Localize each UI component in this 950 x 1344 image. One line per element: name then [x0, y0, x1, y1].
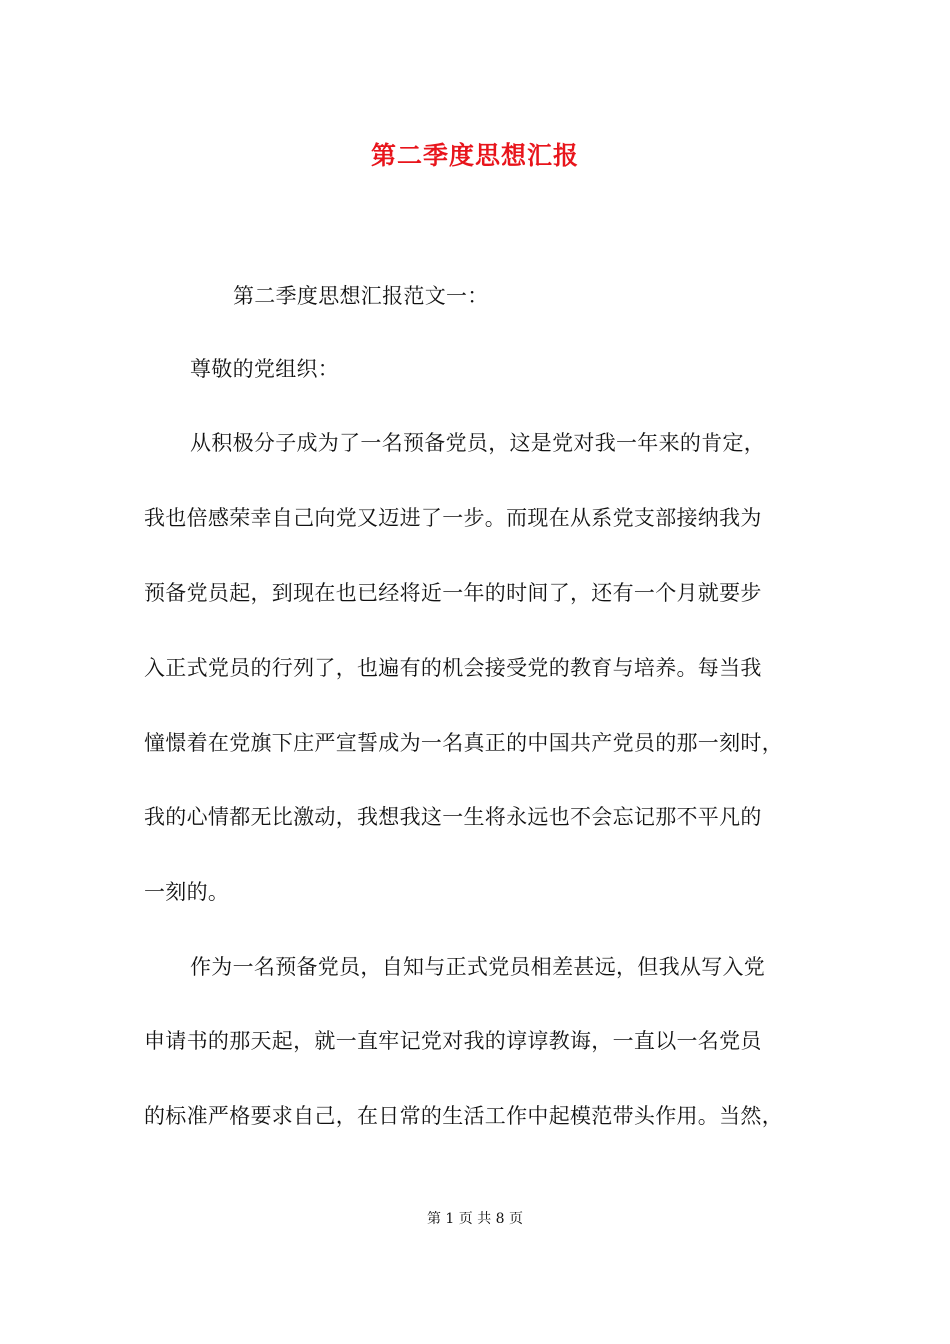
paragraph-line: 憧憬着在党旗下庄严宣誓成为一名真正的中国共产党员的那一刻时，	[144, 731, 783, 755]
subtitle: 第二季度思想汇报范文一：	[233, 284, 489, 308]
document-title: 第二季度思想汇报	[370, 141, 579, 170]
paragraph-line: 预备党员起，到现在也已经将近一年的时间了，还有一个月就要步	[144, 581, 762, 605]
paragraph-line: 申请书的那天起，就一直牢记党对我的谆谆教诲，一直以一名党员	[144, 1029, 762, 1053]
paragraph-line: 入正式党员的行列了，也遍有的机会接受党的教育与培养。每当我	[144, 656, 762, 680]
paragraph-line: 一刻的。	[144, 880, 230, 904]
paragraph-line: 作为一名预备党员，自知与正式党员相差甚远，但我从写入党	[190, 955, 766, 979]
paragraph-line: 我也倍感荣幸自己向党又迈进了一步。而现在从系党支部接纳我为	[144, 506, 762, 530]
paragraph-line: 我的心情都无比激动，我想我这一生将永远也不会忘记那不平凡的	[144, 805, 762, 829]
page-number: 第 1 页 共 8 页	[426, 1211, 524, 1227]
paragraph-line: 的标准严格要求自己，在日常的生活工作中起模范带头作用。当然，	[144, 1104, 783, 1128]
salutation: 尊敬的党组织：	[190, 357, 340, 381]
paragraph-line: 从积极分子成为了一名预备党员，这是党对我一年来的肯定，	[190, 431, 766, 455]
